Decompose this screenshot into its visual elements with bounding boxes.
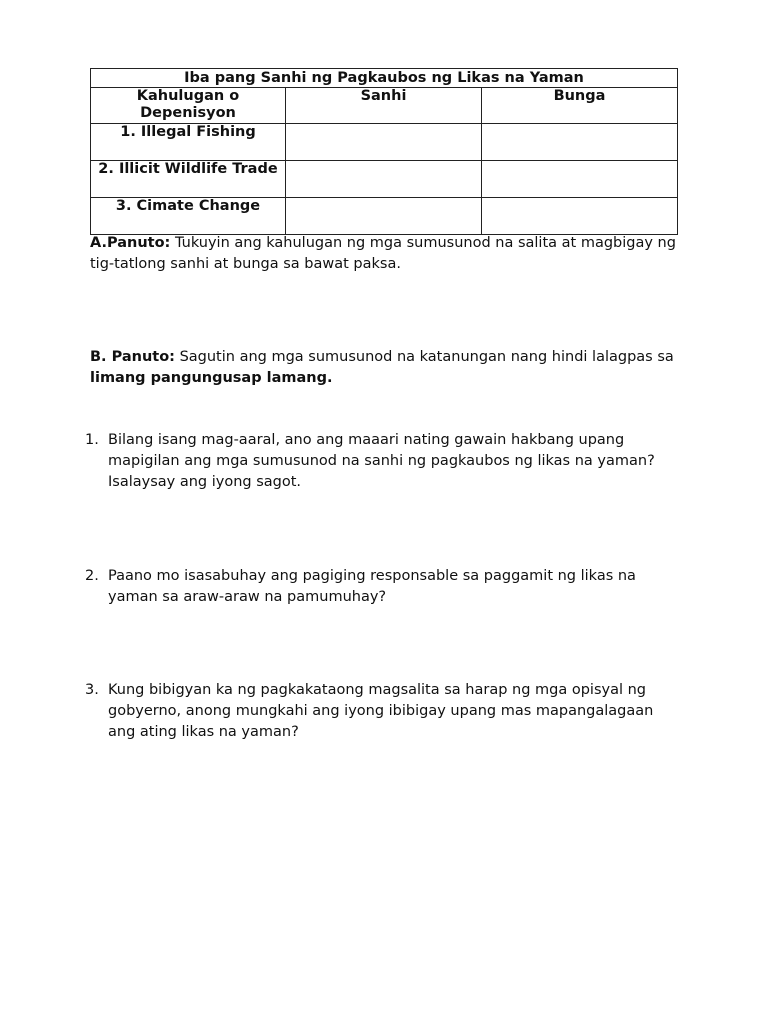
question-text: Kung bibigyan ka ng pagkakataong magsalita sa harap ng mga opisyal ng gobyerno, anong mungkahi ang iyong ibibigay upang mas mapangalagaan ang ating likas na yaman? [108, 682, 654, 740]
section-a-text: Tukuyin ang kahulugan ng mga sumusunod na salita at magbigay ng tig-tatlong sanhi at bunga sa bawat paksa. [90, 235, 676, 272]
topic-cell: 3. Cimate Change [91, 198, 286, 235]
column-header-sanhi: Sanhi [286, 88, 482, 124]
bunga-cell[interactable] [482, 198, 678, 235]
topic-cell: 2. Illicit Wildlife Trade [91, 161, 286, 198]
table-row [91, 198, 678, 235]
table-header-row [91, 88, 678, 124]
section-b-instructions [90, 347, 690, 389]
table-row [91, 124, 678, 161]
table-row [91, 161, 678, 198]
section-b-text: Sagutin ang mga sumusunod na katanungan nang hindi lalagpas sa [174, 349, 674, 365]
section-a-instructions [90, 233, 690, 275]
table-title-row [91, 69, 678, 88]
section-b-bold-tail: limang pangungusap lamang. [90, 370, 333, 386]
topic-cell: 1. Illegal Fishing [91, 124, 286, 161]
question-number: 1. [85, 432, 99, 448]
question-number: 3. [85, 682, 99, 698]
question-text: Paano mo isasabuhay ang pagiging responsable sa paggamit ng likas na yaman sa araw-araw na pamumuhay? [108, 568, 636, 605]
column-header-kahulugan: Kahulugan o Depenisyon [91, 88, 286, 124]
sanhi-cell[interactable] [286, 198, 482, 235]
question-text: Bilang isang mag-aaral, ano ang maaari nating gawain hakbang upang mapigilan ang mga sumusunod na sanhi ng pagkaubos ng likas na yaman? Isalaysay ang iyong sagot. [108, 432, 655, 490]
section-b-label: B. Panuto: [90, 349, 175, 365]
question-number: 2. [85, 568, 99, 584]
column-header-bunga: Bunga [482, 88, 678, 124]
causes-table [90, 68, 678, 235]
sanhi-cell[interactable] [286, 161, 482, 198]
sanhi-cell[interactable] [286, 124, 482, 161]
section-a-label: A.Panuto: [90, 235, 171, 251]
table-title: Iba pang Sanhi ng Pagkaubos ng Likas na Yaman [91, 69, 678, 88]
bunga-cell[interactable] [482, 161, 678, 198]
bunga-cell[interactable] [482, 124, 678, 161]
